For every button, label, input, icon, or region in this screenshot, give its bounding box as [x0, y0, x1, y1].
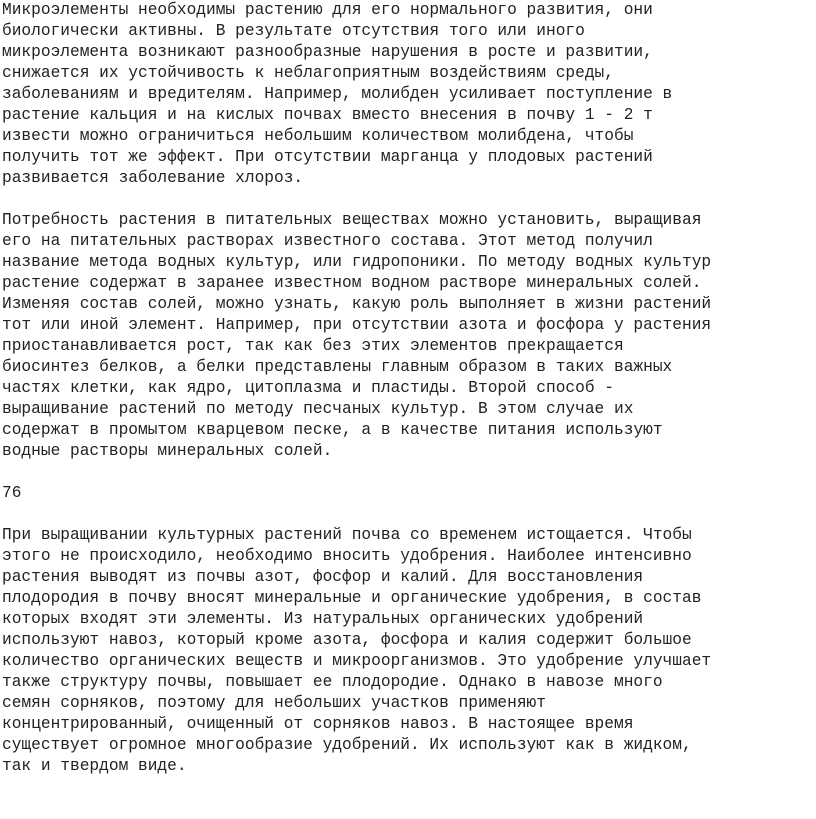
- text-line: тот или иной элемент. Например, при отсутствии азота и фосфора у растения: [2, 316, 712, 334]
- text-line: так и твердом виде.: [2, 757, 187, 775]
- text-line: плодородия в почву вносят минеральные и органические удобрения, в состав: [2, 589, 702, 607]
- text-line: также структуру почвы, повышает ее плодородие. Однако в навозе много: [2, 673, 663, 691]
- text-line: извести можно ограничиться небольшим количеством молибдена, чтобы: [2, 127, 634, 145]
- text-line: концентрированный, очищенный от сорняков навоз. В настоящее время: [2, 715, 634, 733]
- text-line: этого не происходило, необходимо вносить удобрения. Наиболее интенсивно: [2, 547, 692, 565]
- text-line: семян сорняков, поэтому для небольших участков применяют: [2, 694, 546, 712]
- page-number: 76: [2, 484, 22, 502]
- text-line: растения выводят из почвы азот, фосфор и калий. Для восстановления: [2, 568, 644, 586]
- text-line: содержат в промытом кварцевом песке, а в качестве питания используют: [2, 421, 663, 439]
- text-line: заболеваниям и вредителям. Например, молибден усиливает поступление в: [2, 85, 673, 103]
- paragraph-2: [2, 210, 816, 462]
- text-line: получить тот же эффект. При отсутствии марганца у плодовых растений: [2, 148, 653, 166]
- paragraph-3: [2, 525, 816, 777]
- text-line: биосинтез белков, а белки представлены главным образом в таких важных: [2, 358, 673, 376]
- text-line: количество органических веществ и микроорганизмов. Это удобрение улучшает: [2, 652, 712, 670]
- text-line: растение содержат в заранее известном водном растворе минеральных солей.: [2, 274, 702, 292]
- text-line: выращивание растений по методу песчаных культур. В этом случае их: [2, 400, 634, 418]
- text-line: его на питательных растворах известного состава. Этот метод получил: [2, 232, 653, 250]
- text-line: растение кальция и на кислых почвах вместо внесения в почву 1 - 2 т: [2, 106, 653, 124]
- text-line: приостанавливается рост, так как без этих элементов прекращается: [2, 337, 624, 355]
- text-line: Изменяя состав солей, можно узнать, какую роль выполняет в жизни растений: [2, 295, 712, 313]
- paragraph-spacer: [2, 462, 816, 483]
- text-line: которых входят эти элементы. Из натуральных органических удобрений: [2, 610, 644, 628]
- text-line: При выращивании культурных растений почва со временем истощается. Чтобы: [2, 526, 692, 544]
- text-line: название метода водных культур, или гидропоники. По методу водных культур: [2, 253, 712, 271]
- paragraph-spacer: [2, 504, 816, 525]
- text-line: существует огромное многообразие удобрений. Их используют как в жидком,: [2, 736, 692, 754]
- paragraph-spacer: [2, 189, 816, 210]
- paragraph-1: [2, 0, 816, 189]
- text-line: используют навоз, который кроме азота, фосфора и калия содержит большое: [2, 631, 692, 649]
- document-page: [2, 0, 816, 777]
- text-line: Микроэлементы необходимы растению для его нормального развития, они: [2, 1, 653, 19]
- text-line: частях клетки, как ядро, цитоплазма и пластиды. Второй способ -: [2, 379, 614, 397]
- text-line: микроэлемента возникают разнообразные нарушения в росте и развитии,: [2, 43, 653, 61]
- text-line: снижается их устойчивость к неблагоприятным воздействиям среды,: [2, 64, 614, 82]
- text-line: Потребность растения в питательных веществах можно установить, выращивая: [2, 211, 702, 229]
- text-line: биологически активны. В результате отсутствия того или иного: [2, 22, 585, 40]
- text-line: водные растворы минеральных солей.: [2, 442, 333, 460]
- text-line: развивается заболевание хлороз.: [2, 169, 304, 187]
